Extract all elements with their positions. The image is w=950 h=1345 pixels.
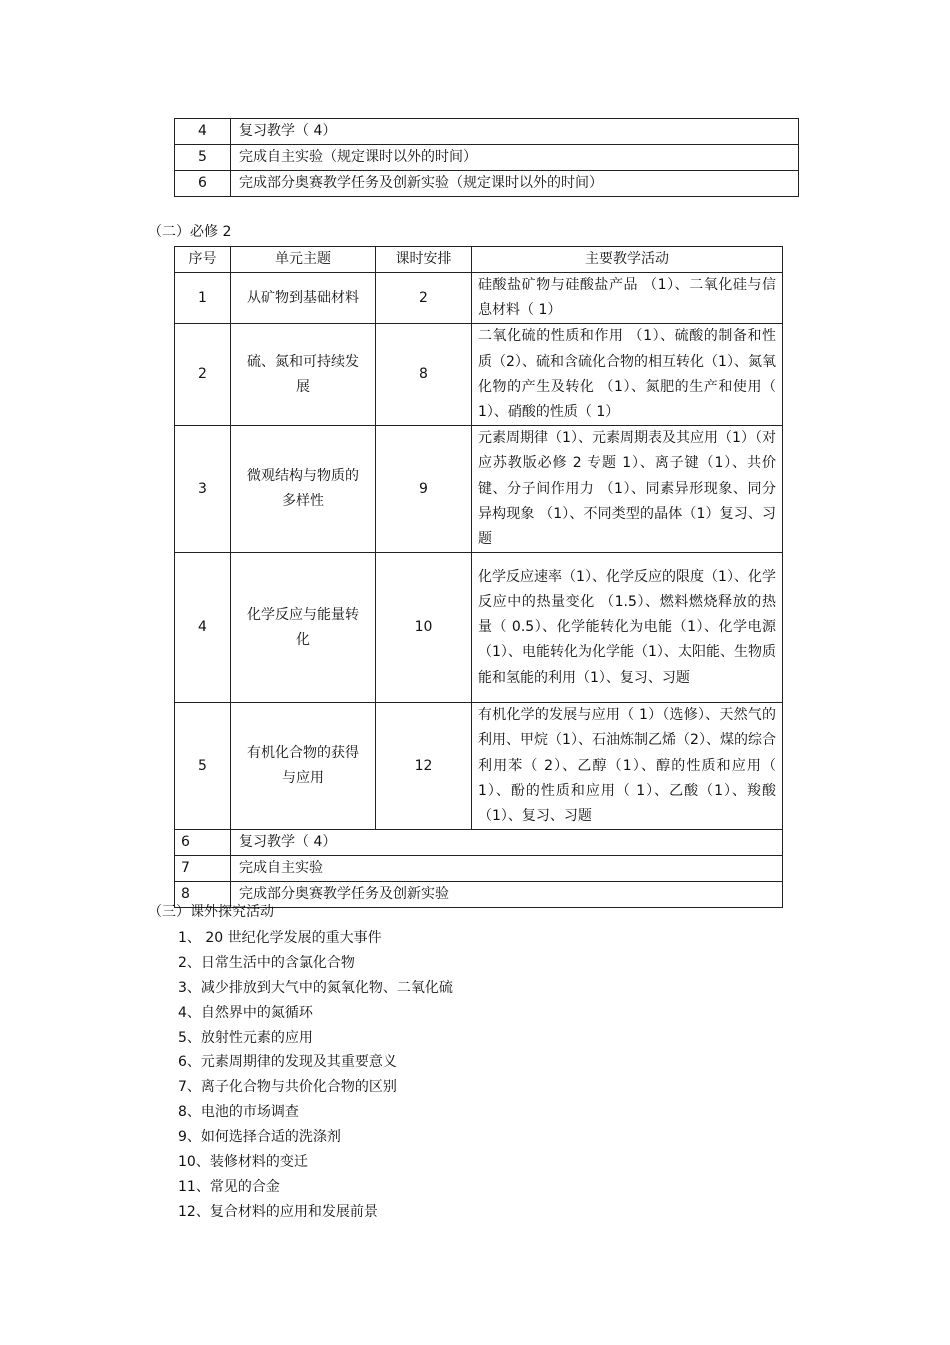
row-class-hours: 9 (376, 426, 472, 553)
row-main-activities: 二氧化硫的性质和作用 （1）、硫酸的制备和性质（2）、硫和含硫化合物的相互转化（1）、氮氧化物的产生及转化 （1）、氮肥的生产和使用（ 1）、硝酸的性质（ 1） (472, 324, 783, 426)
continued-plan-body (175, 119, 799, 197)
list-item: 9、如何选择合适的洗涤剂 (178, 1129, 341, 1146)
table-row (175, 119, 799, 145)
list-item: 4、自然界中的氮循环 (178, 1004, 313, 1021)
row-number: 1 (175, 273, 231, 324)
row-number: 6 (175, 830, 231, 856)
list-item: 6、元素周期律的发现及其重要意义 (178, 1054, 397, 1071)
list-item: 7、离子化合物与共价化合物的区别 (178, 1079, 397, 1096)
row-main-activities: 元素周期律（1）、元素周期表及其应用（1）（对应苏教版必修 2 专题 1）、离子键（1）、共价键、分子间作用力 （1）、同素异形现象、同分异构现象 （1）、不同类型的晶体（1）复习、习题 (472, 426, 783, 553)
row-description: 完成自主实验（规定课时以外的时间） (231, 145, 799, 171)
row-description: 完成部分奥赛教学任务及创新实验（规定课时以外的时间） (231, 171, 799, 197)
row-number: 5 (175, 145, 231, 171)
row-class-hours: 2 (376, 273, 472, 324)
row-number: 4 (175, 553, 231, 703)
list-item: 12、复合材料的应用和发展前景 (178, 1203, 378, 1220)
list-item: 5、放射性元素的应用 (178, 1029, 313, 1046)
table-row (175, 426, 783, 553)
row-number: 5 (175, 703, 231, 830)
list-item: 2、日常生活中的含氯化合物 (178, 954, 355, 971)
row-description: 复习教学（ 4） (231, 830, 783, 856)
compulsory-2-body (175, 273, 783, 908)
header-main-activities: 主要教学活动 (472, 247, 783, 273)
row-unit-theme: 化学反应与能量转化 (231, 553, 376, 703)
row-main-activities: 有机化学的发展与应用（ 1）（选修）、天然气的利用、甲烷（1）、石油炼制乙烯（2）、煤的综合利用苯（ 2）、乙醇（1）、醇的性质和应用（ 1）、酚的性质和应用（ 1）、乙酸（1）、羧酸（1）、复习、习题 (472, 703, 783, 830)
row-number: 3 (175, 426, 231, 553)
row-main-activities: 化学反应速率（1）、化学反应的限度（1）、化学反应中的热量变化 （1.5）、燃料燃烧释放的热量（ 0.5）、化学能转化为电能（1）、化学电源（1）、电能转化为化学能（1）、太阳能、生物质能和氢能的利用（1）、复习、习题 (472, 553, 783, 703)
row-unit-theme: 微观结构与物质的多样性 (231, 426, 376, 553)
row-class-hours: 12 (376, 703, 472, 830)
row-main-activities: 硅酸盐矿物与硅酸盐产品 （1）、二氧化硅与信息材料（ 1） (472, 273, 783, 324)
row-number: 2 (175, 324, 231, 426)
row-unit-theme: 有机化合物的获得与应用 (231, 703, 376, 830)
header-unit-theme: 单元主题 (231, 247, 376, 273)
table-row (175, 703, 783, 830)
row-number: 8 (175, 882, 231, 908)
extracurricular-activity-list (178, 928, 453, 1227)
table-row (175, 273, 783, 324)
row-unit-theme: 从矿物到基础材料 (231, 273, 376, 324)
row-class-hours: 8 (376, 324, 472, 426)
row-number: 6 (175, 171, 231, 197)
row-number: 7 (175, 856, 231, 882)
list-item: 3、减少排放到大气中的氮氧化物、二氧化硫 (178, 979, 453, 996)
compulsory-2-table (174, 246, 783, 908)
table-row (175, 856, 783, 882)
section-heading-compulsory-2: （二）必修 2 (148, 224, 232, 240)
table-row (175, 171, 799, 197)
table-header-row (175, 247, 783, 273)
header-number: 序号 (175, 247, 231, 273)
list-item: 8、电池的市场调查 (178, 1104, 299, 1121)
header-class-hours: 课时安排 (376, 247, 472, 273)
row-description: 完成部分奥赛教学任务及创新实验 (231, 882, 783, 908)
row-description: 复习教学（ 4） (231, 119, 799, 145)
list-item: 10、装修材料的变迁 (178, 1154, 308, 1171)
section-heading-extracurricular: （三）课外探究活动 (148, 904, 274, 920)
table-row (175, 830, 783, 856)
row-unit-theme: 硫、氮和可持续发展 (231, 324, 376, 426)
list-item: 11、常见的合金 (178, 1178, 280, 1195)
table-row (175, 324, 783, 426)
row-description: 完成自主实验 (231, 856, 783, 882)
row-class-hours: 10 (376, 553, 472, 703)
continued-plan-table (174, 118, 799, 197)
row-number: 4 (175, 119, 231, 145)
list-item: 1、 20 世纪化学发展的重大事件 (178, 930, 382, 946)
table-row (175, 553, 783, 703)
table-row (175, 145, 799, 171)
